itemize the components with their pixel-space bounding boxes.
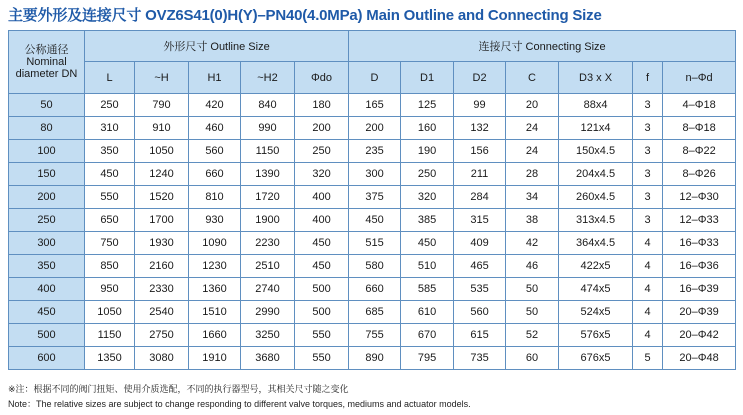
- table-cell: 2330: [135, 278, 189, 301]
- table-cell: 160: [401, 117, 454, 140]
- table-cell: 2740: [241, 278, 295, 301]
- table-cell: 450: [85, 163, 135, 186]
- table-cell: 20–Φ39: [663, 301, 736, 324]
- table-row: [9, 209, 736, 232]
- table-cell: 910: [135, 117, 189, 140]
- table-cell: 4: [633, 232, 663, 255]
- table-cell: 735: [454, 347, 506, 370]
- table-cell: 99: [454, 94, 506, 117]
- table-row: [9, 140, 736, 163]
- table-cell: 790: [135, 94, 189, 117]
- table-cell: 2750: [135, 324, 189, 347]
- dimension-table: [8, 30, 736, 370]
- table-cell: 1150: [241, 140, 295, 163]
- table-cell: 46: [506, 255, 559, 278]
- dn-cell: 600: [9, 347, 85, 370]
- table-cell: 550: [295, 324, 349, 347]
- table-cell: 34: [506, 186, 559, 209]
- table-cell: 515: [349, 232, 401, 255]
- table-cell: 1350: [85, 347, 135, 370]
- table-cell: 510: [401, 255, 454, 278]
- table-cell: 284: [454, 186, 506, 209]
- table-cell: 1230: [189, 255, 241, 278]
- table-cell: 375: [349, 186, 401, 209]
- table-cell: 755: [349, 324, 401, 347]
- table-cell: 930: [189, 209, 241, 232]
- table-cell: 165: [349, 94, 401, 117]
- table-cell: 315: [454, 209, 506, 232]
- table-cell: 204x4.5: [559, 163, 633, 186]
- table-cell: 5: [633, 347, 663, 370]
- table-cell: 400: [295, 209, 349, 232]
- table-cell: 1050: [135, 140, 189, 163]
- column-header: D2: [454, 62, 506, 94]
- dn-cell: 50: [9, 94, 85, 117]
- table-cell: 12–Φ30: [663, 186, 736, 209]
- dn-cell: 400: [9, 278, 85, 301]
- column-header: n–Φd: [663, 62, 736, 94]
- table-body: [9, 94, 736, 370]
- table-cell: 4: [633, 278, 663, 301]
- dn-cell: 450: [9, 301, 85, 324]
- column-header: ~H2: [241, 62, 295, 94]
- table-cell: 350: [85, 140, 135, 163]
- table-cell: 3: [633, 163, 663, 186]
- table-cell: 250: [85, 94, 135, 117]
- table-cell: 121x4: [559, 117, 633, 140]
- table-cell: 3: [633, 186, 663, 209]
- table-row: [9, 278, 736, 301]
- table-cell: 474x5: [559, 278, 633, 301]
- table-row: [9, 117, 736, 140]
- table-cell: 1520: [135, 186, 189, 209]
- table-cell: 132: [454, 117, 506, 140]
- table-cell: 320: [401, 186, 454, 209]
- table-cell: 1720: [241, 186, 295, 209]
- table-cell: 20: [506, 94, 559, 117]
- table-cell: 16–Φ33: [663, 232, 736, 255]
- table-cell: 560: [189, 140, 241, 163]
- table-cell: 2510: [241, 255, 295, 278]
- note-chinese: ※注：根据不同的阀门扭矩、使用介质选配，不同的执行器型号，其相关尺寸随之变化: [8, 384, 349, 394]
- column-header: D1: [401, 62, 454, 94]
- table-cell: 795: [401, 347, 454, 370]
- table-row: [9, 186, 736, 209]
- table-cell: 385: [401, 209, 454, 232]
- table-cell: 300: [349, 163, 401, 186]
- table-cell: 400: [295, 186, 349, 209]
- table-cell: 450: [295, 255, 349, 278]
- table-cell: 60: [506, 347, 559, 370]
- table-cell: 190: [401, 140, 454, 163]
- table-cell: 211: [454, 163, 506, 186]
- table-cell: 576x5: [559, 324, 633, 347]
- dn-cell: 80: [9, 117, 85, 140]
- dn-cell: 100: [9, 140, 85, 163]
- note-english: Note：The relative sizes are subject to change responding to different valve torques, mediums and actuator models.: [8, 399, 471, 409]
- table-cell: 28: [506, 163, 559, 186]
- column-header: Φdo: [295, 62, 349, 94]
- table-cell: 1930: [135, 232, 189, 255]
- table-cell: 16–Φ39: [663, 278, 736, 301]
- column-header: f: [633, 62, 663, 94]
- table-cell: 660: [189, 163, 241, 186]
- dn-header: 公称通径 Nominal diameter DN: [9, 31, 85, 94]
- table-cell: 500: [295, 301, 349, 324]
- table-cell: 3: [633, 140, 663, 163]
- table-cell: 750: [85, 232, 135, 255]
- table-cell: 650: [85, 209, 135, 232]
- connecting-size-header: 连接尺寸 Connecting Size: [349, 31, 736, 62]
- table-cell: 8–Φ18: [663, 117, 736, 140]
- table-cell: 364x4.5: [559, 232, 633, 255]
- dn-cell: 250: [9, 209, 85, 232]
- table-cell: 1390: [241, 163, 295, 186]
- dn-cell: 500: [9, 324, 85, 347]
- table-cell: 890: [349, 347, 401, 370]
- table-cell: 16–Φ36: [663, 255, 736, 278]
- table-cell: 450: [295, 232, 349, 255]
- column-header: H1: [189, 62, 241, 94]
- header-row-groups: [9, 31, 736, 62]
- column-header: ~H: [135, 62, 189, 94]
- table-cell: 2990: [241, 301, 295, 324]
- table-cell: 320: [295, 163, 349, 186]
- table-cell: 422x5: [559, 255, 633, 278]
- table-row: [9, 347, 736, 370]
- table-cell: 524x5: [559, 301, 633, 324]
- table-cell: 250: [401, 163, 454, 186]
- table-cell: 550: [295, 347, 349, 370]
- table-cell: 1090: [189, 232, 241, 255]
- column-header: D: [349, 62, 401, 94]
- table-cell: 24: [506, 140, 559, 163]
- column-header: L: [85, 62, 135, 94]
- table-row: [9, 232, 736, 255]
- table-cell: 4: [633, 255, 663, 278]
- table-row: [9, 324, 736, 347]
- table-cell: 310: [85, 117, 135, 140]
- table-cell: 180: [295, 94, 349, 117]
- table-cell: 4–Φ18: [663, 94, 736, 117]
- table-cell: 450: [401, 232, 454, 255]
- column-header: C: [506, 62, 559, 94]
- page-title: 主要外形及连接尺寸 OVZ6S41(0)H(Y)–PN40(4.0MPa) Main Outline and Connecting Size: [8, 7, 602, 24]
- table-cell: 676x5: [559, 347, 633, 370]
- table-cell: 450: [349, 209, 401, 232]
- table-cell: 4: [633, 301, 663, 324]
- table-cell: 580: [349, 255, 401, 278]
- table-cell: 24: [506, 117, 559, 140]
- table-cell: 685: [349, 301, 401, 324]
- table-cell: 1700: [135, 209, 189, 232]
- table-cell: 1360: [189, 278, 241, 301]
- table-cell: 38: [506, 209, 559, 232]
- table-cell: 156: [454, 140, 506, 163]
- table-cell: 12–Φ33: [663, 209, 736, 232]
- table-cell: 2230: [241, 232, 295, 255]
- table-cell: 535: [454, 278, 506, 301]
- table-cell: 3680: [241, 347, 295, 370]
- table-cell: 235: [349, 140, 401, 163]
- dn-cell: 150: [9, 163, 85, 186]
- table-cell: 8–Φ26: [663, 163, 736, 186]
- dn-cell: 300: [9, 232, 85, 255]
- table-cell: 1660: [189, 324, 241, 347]
- table-cell: 990: [241, 117, 295, 140]
- table-cell: 610: [401, 301, 454, 324]
- table-cell: 550: [85, 186, 135, 209]
- table-cell: 1240: [135, 163, 189, 186]
- table-cell: 3: [633, 209, 663, 232]
- table-cell: 150x4.5: [559, 140, 633, 163]
- table-cell: 20–Φ42: [663, 324, 736, 347]
- table-cell: 850: [85, 255, 135, 278]
- table-cell: 200: [349, 117, 401, 140]
- table-cell: 52: [506, 324, 559, 347]
- table-cell: 42: [506, 232, 559, 255]
- table-cell: 810: [189, 186, 241, 209]
- table-row: [9, 255, 736, 278]
- table-cell: 125: [401, 94, 454, 117]
- table-cell: 4: [633, 324, 663, 347]
- outline-size-header: 外形尺寸 Outline Size: [85, 31, 349, 62]
- table-cell: 950: [85, 278, 135, 301]
- table-cell: 670: [401, 324, 454, 347]
- table-cell: 3080: [135, 347, 189, 370]
- table-row: [9, 163, 736, 186]
- table-cell: 313x4.5: [559, 209, 633, 232]
- dn-cell: 350: [9, 255, 85, 278]
- table-cell: 1050: [85, 301, 135, 324]
- table-cell: 460: [189, 117, 241, 140]
- table-cell: 500: [295, 278, 349, 301]
- table-cell: 250: [295, 140, 349, 163]
- table-cell: 260x4.5: [559, 186, 633, 209]
- table-cell: 3250: [241, 324, 295, 347]
- table-row: [9, 94, 736, 117]
- table-cell: 1150: [85, 324, 135, 347]
- table-cell: 615: [454, 324, 506, 347]
- table-row: [9, 301, 736, 324]
- table-cell: 840: [241, 94, 295, 117]
- table-cell: 2160: [135, 255, 189, 278]
- table-cell: 1910: [189, 347, 241, 370]
- table-cell: 200: [295, 117, 349, 140]
- table-cell: 560: [454, 301, 506, 324]
- table-cell: 465: [454, 255, 506, 278]
- table-cell: 1510: [189, 301, 241, 324]
- table-cell: 8–Φ22: [663, 140, 736, 163]
- table-cell: 1900: [241, 209, 295, 232]
- header-row-columns: [9, 62, 736, 94]
- table-cell: 50: [506, 301, 559, 324]
- column-header: D3 x X: [559, 62, 633, 94]
- table-cell: 2540: [135, 301, 189, 324]
- table-cell: 3: [633, 117, 663, 140]
- table-cell: 409: [454, 232, 506, 255]
- dn-cell: 200: [9, 186, 85, 209]
- table-cell: 50: [506, 278, 559, 301]
- table-cell: 585: [401, 278, 454, 301]
- table-cell: 660: [349, 278, 401, 301]
- table-cell: 88x4: [559, 94, 633, 117]
- table-cell: 420: [189, 94, 241, 117]
- table-cell: 3: [633, 94, 663, 117]
- table-cell: 20–Φ48: [663, 347, 736, 370]
